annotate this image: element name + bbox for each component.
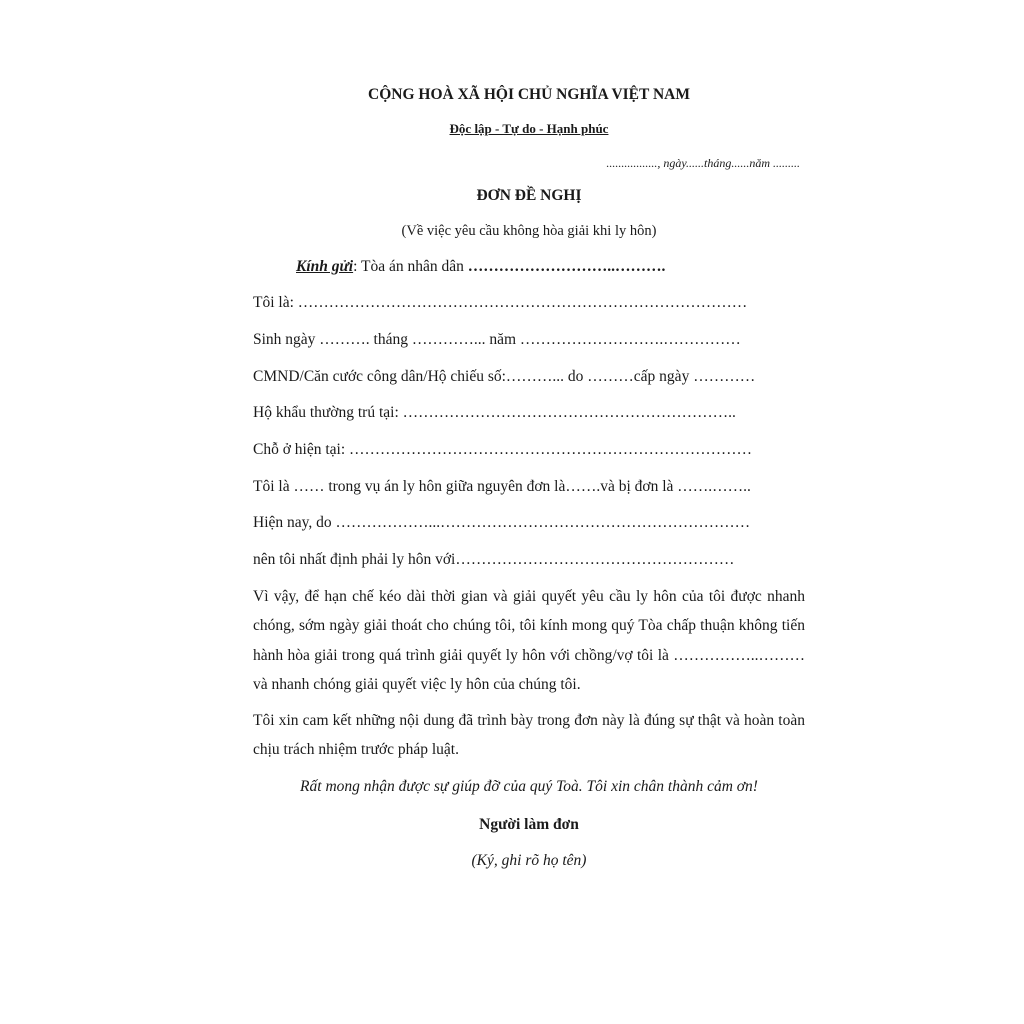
recipient-name: Tòa án nhân dân (361, 258, 464, 275)
field-full-name: Tôi là: …………………………………………………………………………… (253, 294, 748, 311)
thanks-line: Rất mong nhận được sự giúp đỡ của quý Toà. Tôi xin chân thành cảm ơn! (300, 778, 758, 795)
signature-note: (Ký, ghi rõ họ tên) (471, 852, 587, 869)
document-subtitle: (Về việc yêu cầu không hòa giải khi ly hôn) (401, 223, 657, 239)
recipient-colon: : (353, 258, 358, 275)
commitment-paragraph: Tôi xin cam kết những nội dung đã trình bày trong đơn này là đúng sự thật và hoàn toàn chịu trách nhiệm trước pháp luật. (253, 712, 805, 759)
date-line: ................., ngày......tháng......năm ......... (606, 156, 800, 170)
field-current-address: Chỗ ở hiện tại: …………………………………………………………………… (253, 441, 753, 458)
recipient-blank: ………………………..………. (467, 258, 666, 275)
field-reason: Hiện nay, do ………………...…………………………………………………… (253, 514, 751, 531)
nation-heading: CỘNG HOÀ XÃ HỘI CHỦ NGHĨA VIỆT NAM (368, 86, 690, 103)
request-paragraph: Vì vậy, để hạn chế kéo dài thời gian và giải quyết yêu cầu ly hôn của tôi được nhanh chóng, sớm ngày giải thoát cho chúng tôi, tôi kính mong quý Tòa chấp thuận không tiến hành hòa giải trong quá trình giải quyết ly hôn với chồng/vợ tôi là ……………..……… và nhanh chóng giải quyết việc ly hôn của chúng tôi. (253, 588, 805, 693)
field-case-role: Tôi là …… trong vụ án ly hôn giữa nguyên đơn là…….và bị đơn là …….…….. (253, 478, 751, 495)
field-divorce-party: nên tôi nhất định phải ly hôn với……………………………………………… (253, 551, 735, 568)
field-birth-date: Sinh ngày ………. tháng …………... năm ……………………….…………… (253, 331, 741, 348)
recipient-label: Kính gửi (296, 258, 354, 275)
signer-title: Người làm đơn (479, 816, 579, 833)
recipient-line (296, 258, 665, 276)
document-title: ĐƠN ĐỀ NGHỊ (476, 187, 582, 204)
national-motto: Độc lập - Tự do - Hạnh phúc (449, 121, 609, 136)
field-permanent-address: Hộ khẩu thường trú tại: ……………………………………………………….. (253, 404, 736, 421)
field-id-number: CMND/Căn cước công dân/Hộ chiếu số:………... do ………cấp ngày ………… (253, 368, 756, 385)
